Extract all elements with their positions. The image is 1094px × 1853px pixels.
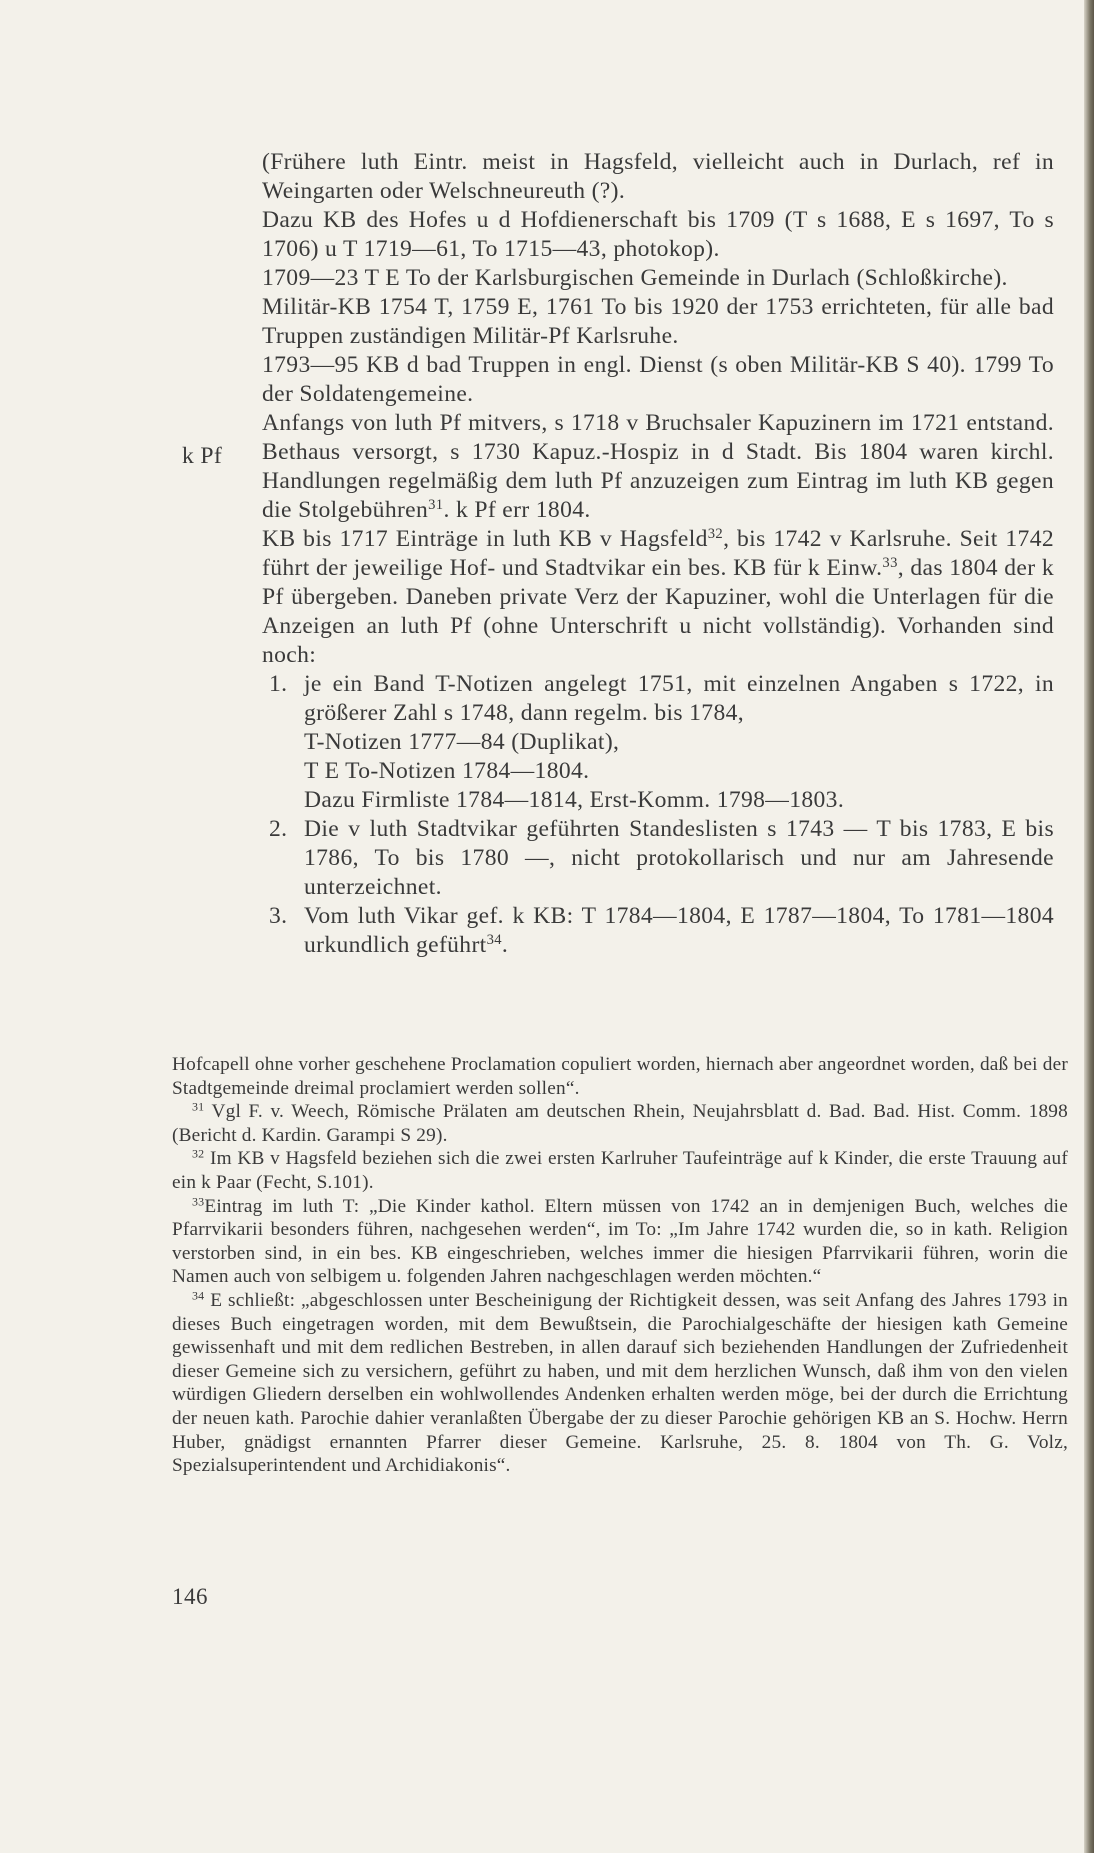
list-line: Die v luth Stadtvikar geführten Standeslisten s 1743 — T bis 1783, E bis 1786, To bis 1780 —, nicht protokollarisch und nur am Jahresende unterzeichnet. — [304, 816, 1054, 900]
list-line — [304, 902, 1054, 960]
footnote-text: Vgl F. v. Weech, Römische Prälaten am deutschen Rhein, Neujahrsblatt d. Bad. Bad. Hist. Comm. 1898 (Bericht d. Kardin. Garampi S 29). — [172, 1101, 1068, 1146]
list-number: 1. — [269, 671, 288, 697]
footnote-number: 32 — [192, 1146, 205, 1161]
margin-label: k Pf — [182, 443, 223, 469]
footnote-ref: 34 — [486, 931, 502, 948]
footnote-ref: 33 — [882, 554, 898, 571]
list-item — [262, 815, 1054, 902]
footnote-number: 33 — [192, 1193, 205, 1208]
list-text: . — [501, 932, 509, 958]
list-line: T E To-Notizen 1784—1804. — [304, 758, 590, 784]
list-number: 3. — [269, 903, 288, 929]
paragraph-text: , bis 1742 v Karlsruhe. Seit 1742 führt der jeweilige Hof- und Stadtvikar ein bes. KB für k Einw. — [262, 526, 1054, 581]
paragraph: 1793—95 KB d bad Truppen in engl. Dienst (s oben Militär-KB S 40). 1799 To der Soldatengemeine. — [262, 352, 1054, 407]
footnote-text: Im KB v Hagsfeld beziehen sich die zwei ersten Karlruher Taufeinträge auf k Kinder, die erste Trauung auf ein k Paar (Fecht, S.101). — [172, 1148, 1068, 1193]
footnotes — [172, 1053, 1068, 1478]
enumerated-list — [262, 670, 1054, 960]
footnote-31 — [172, 1100, 1068, 1147]
main-text — [262, 148, 1054, 960]
footnote-number: 34 — [192, 1288, 205, 1303]
footnote-text: E schließt: „abgeschlossen unter Bescheinigung der Richtigkeit dessen, was seit Anfang des Jahres 1793 in dieses Buch eingetragen worden, mit dem Bewußtsein, die Parochialgeschäfte der hiesigen kath Gemeine gewissenhaft und mit dem redlichen Bestreben, in allen darauf sich beziehenden Handlungen der Zufriedenheit dieser Gemeine sich zu versichern, geführt zu haben, und mit dem herzlichen Wunsch, daß ihm von den vielen würdigen Gliedern derselben ein wohlwollendes Andenken erhalten werden möge, bei der durch die Errichtung der neuen kath. Parochie dahier veranlaßten Übergabe der zu dieser Parochie gehörigen KB an S. Hochw. Herrn Huber, gnädigst ernannten Pfarrer dieser Gemeine. Karlsruhe, 25. 8. 1804 von Th. G. Volz, Spezialsuperintendent und Archidiakonis“. — [172, 1289, 1068, 1477]
paragraph: Militär-KB 1754 T, 1759 E, 1761 To bis 1920 der 1753 errichteten, für alle bad Truppen zuständigen Militär-Pf Karlsruhe. — [262, 294, 1054, 349]
page-edge — [1084, 0, 1094, 1853]
footnote-text: Eintrag im luth T: „Die Kinder kathol. Eltern müssen von 1742 an in demjenigen Buch, welches die Pfarrvikarii besonders führen, nachgesehen werden“, im To: „Im Jahre 1742 wurden die, so in kath. Religion verstorben sind, in ein bes. KB eingeschrieben, welches immer die hiesigen Pfarrvikarii führen, worin die Namen auch von selbigem u. folgenden Jahren nachgeschlagen werden möchten.“ — [172, 1195, 1068, 1288]
page-number: 146 — [172, 1584, 208, 1609]
list-line: Dazu Firmliste 1784—1814, Erst-Komm. 1798—1803. — [304, 787, 845, 813]
footnote-32 — [172, 1147, 1068, 1194]
footnote-34 — [172, 1289, 1068, 1478]
paragraph: 1709—23 T E To der Karlsburgischen Gemeinde in Durlach (Schloßkirche). — [262, 265, 1008, 291]
footnote-carryover: Hofcapell ohne vorher geschehene Proclamation copuliert worden, hiernach aber angeordnet worden, daß bei der Stadtgemeinde dreimal proclamiert werden sollen“. — [172, 1054, 1068, 1099]
paragraph-kpf — [262, 409, 1054, 525]
footnote-ref: 32 — [707, 525, 724, 542]
list-text: Vom luth Vikar gef. k KB: T 1784—1804, E 1787—1804, To 1781—1804 urkundlich geführt — [304, 903, 1054, 958]
paragraph-text: . k Pf err 1804. — [443, 497, 591, 523]
paragraph-text: KB bis 1717 Einträge in luth KB v Hagsfeld — [262, 526, 708, 552]
list-item — [262, 902, 1054, 960]
paragraph-text: , das 1804 der k Pf übergeben. Daneben private Verz der Kapuziner, wohl die Unterlagen für die Anzeigen an luth Pf (ohne Unterschrift u nicht vollständig). Vorhanden sind noch: — [262, 555, 1054, 668]
paragraph — [262, 525, 1054, 670]
footnote-ref: 31 — [428, 496, 444, 513]
list-line: je ein Band T-Notizen angelegt 1751, mit einzelnen Angaben s 1722, in größerer Zahl s 1748, dann regelm. bis 1784, — [304, 671, 1054, 726]
footnote-33 — [172, 1195, 1068, 1289]
paragraph: Dazu KB des Hofes u d Hofdienerschaft bis 1709 (T s 1688, E s 1697, To s 1706) u T 1719—61, To 1715—43, photokop). — [262, 207, 1054, 262]
list-line: T-Notizen 1777—84 (Duplikat), — [304, 729, 620, 755]
paragraph: (Frühere luth Eintr. meist in Hagsfeld, vielleicht auch in Durlach, ref in Weingarten oder Welschneureuth (?). — [262, 149, 1054, 204]
footnote-number: 31 — [192, 1099, 205, 1114]
paragraph-text: Anfangs von luth Pf mitvers, s 1718 v Bruchsaler Kapuzinern im 1721 entstand. Bethaus versorgt, s 1730 Kapuz.-Hospiz in d Stadt. Bis 1804 waren kirchl. Handlungen regelmäßig dem luth Pf anzuzeigen zum Eintrag im luth KB gegen die Stolgebühren — [262, 410, 1054, 523]
list-item — [262, 670, 1054, 815]
list-number: 2. — [269, 816, 288, 842]
